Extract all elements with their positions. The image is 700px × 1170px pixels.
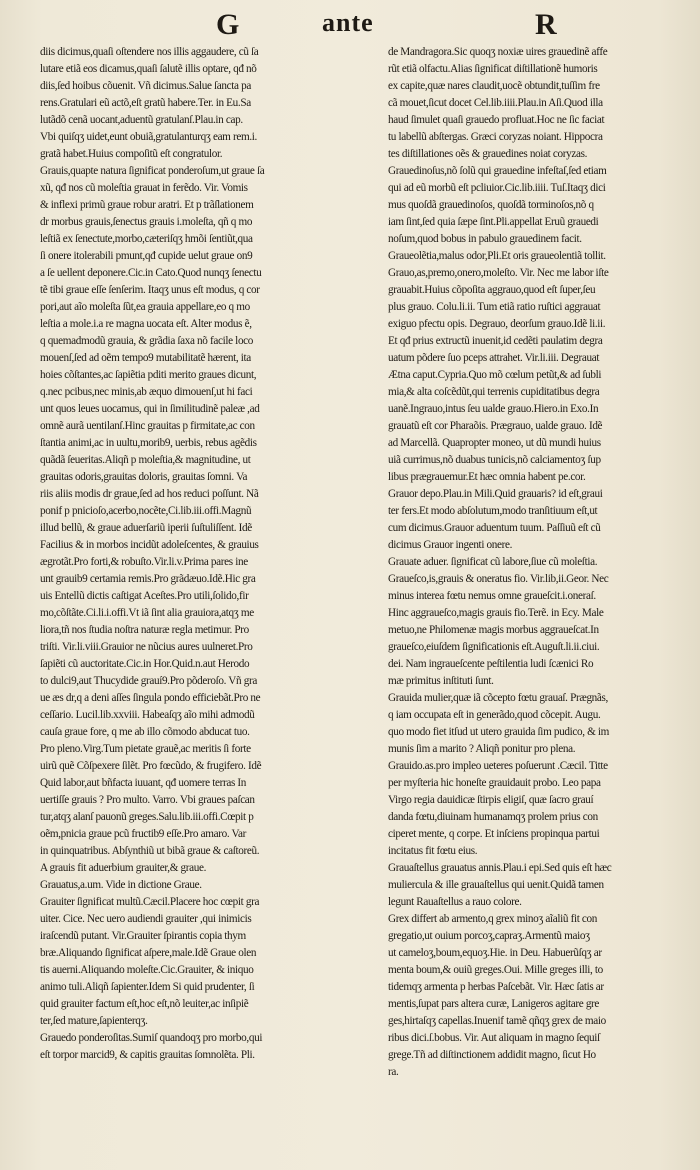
text-line: Quid labor,aut bñfacta iuuant, qđ uomere terras In xyxy=(40,777,247,789)
text-line: mouenſ,ſed ad oẽm tempo9 mutabilitatẽ hærent, ita xyxy=(40,352,251,364)
text-line: ra. xyxy=(388,1066,399,1078)
text-line: ſapiẽti cũ auctoritate.Cic.in Hor.Quid.n.aut Herodo xyxy=(40,658,250,670)
text-line: mæ primitus inſtituti ſunt. xyxy=(388,675,494,687)
text-line: quo modo fiet itſud ut utero grauida ſim pudico, & im xyxy=(388,726,610,738)
text-line: danda fœtu,diuinam humanamqʒ prolem prius con xyxy=(388,811,598,823)
text-line: ter,ſed mature,ſapienterqʒ. xyxy=(40,1015,148,1027)
text-line: gregatio,ut ouium porcoʒ,capraʒ.Armentũ maioʒ xyxy=(388,930,590,942)
text-line: uiter. Cice. Nec uero audiendi grauiter ,qui inimicis xyxy=(40,913,252,925)
text-line: per myſteria hic honeſte grauidauit probo. Leo papa xyxy=(388,777,601,789)
text-line: ſtantia animi,ac in uultu,morib9, uerbis, rebus agẽdis xyxy=(40,437,257,449)
text-line: ter fers.Et modo abſolutum,modo tranſitiuum eſt,ut xyxy=(388,505,598,517)
text-line: mentis,ſupat pars altera curæ, Lanigeros agitare gre xyxy=(388,998,600,1010)
text-line: lutãdõ cenã uocant,aduentũ gratulanſ.Plau.in cap. xyxy=(40,114,243,126)
text-line: illud bellũ, & graue aduerſariũ iperii ſuſtuliſſent. Idẽ xyxy=(40,522,252,534)
text-line: Grex differt ab armento,q grex minoʒ aĩaliũ fit con xyxy=(388,913,598,925)
text-line: muliercula & ille grauaſtellus qui uenit.Quidã tamen xyxy=(388,879,604,891)
header-signature-right: R xyxy=(535,8,557,41)
text-line: uiã currimus,nõ duabus tunicis,nõ calciamentoʒ ſup xyxy=(388,454,601,466)
text-line: mus quoſdã grauedinoſos, quoſdã torminoſos,nõ q xyxy=(388,199,594,211)
text-line: ciperet mente, q corpe. Et inſciens propinqua partui xyxy=(388,828,600,840)
text-line: q iam occupata eſt in generãdo,quod cõcepit. Augu. xyxy=(388,709,601,721)
text-line: Graueſco,is,grauis & oneratus fio. Vir.lib,ii.Geor. Nec xyxy=(388,573,609,585)
header-title: ante xyxy=(322,8,374,37)
text-line: eſt torpor marcid9, & capitis grauitas ſomnolẽta. Pli. xyxy=(40,1049,255,1061)
text-line: pori,aut aĩo moleſta ſũt,ea grauia appellare,eo q mo xyxy=(40,301,250,313)
text-line: oẽm,pnicia graue pcũ fructib9 eſſe.Pro amaro. Var xyxy=(40,828,246,840)
text-line: grauatũ eſt cor Pharaõis. Prægrauo, ualde grauo. Idẽ xyxy=(388,420,603,432)
text-line: de Mandragora.Sic quoqʒ noxiæ uires grauedinẽ affe xyxy=(388,46,608,58)
text-line: grauabit.Huius cõpoſita aggrauo,quod eſt ſuper,ſeu xyxy=(388,284,596,296)
text-line: lutare etiã eos dicamus,quaſi ſalutẽ illis optare, qđ nõ xyxy=(40,63,257,75)
text-line: unt grauib9 certamia remis.Pro grãdæuo.Idẽ.Hic gra xyxy=(40,573,256,585)
text-line: Grauedo ponderoſitas.Sumiſ quandoqʒ pro morbo,qui xyxy=(40,1032,263,1044)
text-line: diis,ſed hoibus cõuenit. Vñ dicimus.Salue ſancta pa xyxy=(40,80,251,92)
text-line: riis aliis modis dr graue,ſed ad hos reduci poſſunt. Nã xyxy=(40,488,259,500)
text-line: menta boum,& ouiũ greges.Oui. Mille greges illi, to xyxy=(388,964,603,976)
text-line: Ætna caput.Cypria.Quo mõ cœlum petũt,& ad ſubli xyxy=(388,369,602,381)
text-line: uertiſſe grauis ? Pro multo. Varro. Vbi graues paſcan xyxy=(40,794,255,806)
right-text-column xyxy=(388,44,688,1081)
text-line: A grauis fit aduerbium grauiter,& graue. xyxy=(40,862,207,874)
text-line: haud ſimulet quaſi grauedo profluat.Hoc ne ſic faciat xyxy=(388,114,605,126)
text-line: grauitas odoris,grauitas doloris, grauitas ſomni. Va xyxy=(40,471,248,483)
text-line: hoies cõſtantes,ac ſapiẽtia pditi merito graues dicunt, xyxy=(40,369,257,381)
text-line: mia,& alta coſcẽdũt,qui terrenis cupiditatibus degra xyxy=(388,386,600,398)
text-line: Pro pleno.Virg.Tum pietate grauẽ,ac meritis ſi forte xyxy=(40,743,251,755)
text-line: tidemqʒ armenta p herbas Paſcebãt. Vir. Hæc ſatis ar xyxy=(388,981,604,993)
text-line: ex capite,quæ nares claudit,uocẽ obtundit,tuſſim fre xyxy=(388,80,600,92)
text-line: iraſcendũ putant. Vir.Grauiter ſpirantis copia thym xyxy=(40,930,246,942)
text-line: Grauido.as.pro impleo ueteres poſuerunt .Cæcil. Titte xyxy=(388,760,608,772)
text-line: noſum,quod bobus in pabulo grauedinem facit. xyxy=(388,233,582,245)
text-line: ægrotãt.Pro forti,& robuſto.Vir.li.v.Prima pares ine xyxy=(40,556,248,568)
text-line: ribus dici.ſ.bobus. Vir. Aut aliquam in magno ſequiſ xyxy=(388,1032,600,1044)
text-line: Grauor depo.Plau.in Mili.Quid grauaris? id eſt,graui xyxy=(388,488,603,500)
text-line: triſti. Vir.li.viii.Grauior ne nũcius aures uulneret.Pro xyxy=(40,641,253,653)
text-line: plus grauo. Colu.li.ii. Tum etiã ratio ruſtici aggrauat xyxy=(388,301,601,313)
text-line: animo tuli.Aliqñ ſapienter.Idem Si quid prudenter, ſi xyxy=(40,981,255,993)
text-line: uatum põdere ſuo pceps attrahet. Vir.li.iii. Degrauat xyxy=(388,352,600,364)
text-line: a ſe uellent deponere.Cic.in Cato.Quod nunqʒ ſenectu xyxy=(40,267,262,279)
text-line: q quemadmodũ grauia, & grãdia ſaxa nõ facile loco xyxy=(40,335,254,347)
text-line: uis Entellũ dictis caſtigat Aceſtes.Pro utili,ſolido,fir xyxy=(40,590,249,602)
text-line: minus interea fœtu nemus omne graueſcit.i.oneraſ. xyxy=(388,590,596,602)
text-line: ſi onere itolerabili pmunt,qđ cupide uelut graue on9 xyxy=(40,250,253,262)
text-line: quid grauiter factum eſt,hoc eſt,nõ leuiter,ac inſipiẽ xyxy=(40,998,249,1010)
text-line: rũt etiã olfactu.Alias ſignificat diſtillationẽ humoris xyxy=(388,63,598,75)
text-line: liora,tñ nos ſtudia noſtra naturæ regla metimur. Pro xyxy=(40,624,249,636)
text-line: to dulci9,aut Thucydide grauí9.Pro põderoſo. Vñ gra xyxy=(40,675,257,687)
text-line: Grauo,as,premo,onero,moleſto. Vir. Nec me labor iſte xyxy=(388,267,609,279)
text-line: ges,hirtaſqʒ capellas.Inuenif tamẽ qñqʒ grex de maio xyxy=(388,1015,606,1027)
text-line: Grauida mulier,quæ iã cõcepto fœtu grauaſ. Prægnãs, xyxy=(388,692,608,704)
text-line: q.nec pcibus,nec minis,ab æquo dimouenſ,ut hi faci xyxy=(40,386,253,398)
running-header xyxy=(0,8,700,48)
text-line: Virgo regia dauidicæ ſtirpis eligiſ, quæ ſacro grauí xyxy=(388,794,594,806)
text-line: Grauiter ſignificat multũ.Cæcil.Placere hoc cœpit gra xyxy=(40,896,260,908)
text-line: cauſa graue fore, q me ab illo cõmodo abducat tuo. xyxy=(40,726,250,738)
text-line: Grauate aduer. ſignificat cũ labore,ſiue cũ moleſtia. xyxy=(388,556,598,568)
text-line: quãdã ſeueritas.Aliqñ p moleſtia,& magnitudine, ut xyxy=(40,454,251,466)
text-line: Et qđ prius extructũ inuenit,id cedẽti paulatim degra xyxy=(388,335,603,347)
text-line: Graueolẽtia,malus odor,Pli.Et oris graueolentiã tollit. xyxy=(388,250,606,262)
text-line: cum dicimus.Grauor aduentum tuum. Paſſiuũ eſt cũ xyxy=(388,522,601,534)
text-line: tis auerni.Aliquando moleſte.Cic.Grauiter, & iniquo xyxy=(40,964,254,976)
text-line: dicimus Grauor ingenti onere. xyxy=(388,539,513,551)
text-line: bræ.Aliquando ſignificat aſpere,male.Idẽ Graue olen xyxy=(40,947,257,959)
text-line: dr morbus grauis,ſenectus grauis i.moleſta, qñ q mo xyxy=(40,216,253,228)
text-line: ceſſario. Lucil.lib.xxviii. Habeaſqʒ aĩo mihi admodũ xyxy=(40,709,255,721)
text-line: tes diſtillationes oẽs & grauedines noiat coryzas. xyxy=(388,148,588,160)
text-line: Hinc aggraueſco,magis grauis fio.Terẽ. in Ecy. Male xyxy=(388,607,604,619)
text-line: uirũ quẽ Cõſpexere ſilẽt. Pro fœcũdo, & frugifero. Idẽ xyxy=(40,760,262,772)
text-line: ut cameloʒ,boum,equoʒ.Hie. in Deu. Habuerũſqʒ ar xyxy=(388,947,602,959)
text-line: xũ, qđ nos cũ moleſtia grauat in ferẽdo. Vir. Vomis xyxy=(40,182,248,194)
text-line: cã mouet,ſicut docet Cel.lib.iiii.Plau.in Aſi.Quod illa xyxy=(388,97,603,109)
text-line: legunt Rauaſtellus a rauo colore. xyxy=(388,896,522,908)
text-line: gratã habet.Huius compoſitũ eſt congratulor. xyxy=(40,148,223,160)
text-line: graueſco,eiuſdem ſignificationis eſt.Auguſt.li.ii.ciui. xyxy=(388,641,600,653)
text-line: Vbi quiſqʒ uidet,eunt obuiã,gratulanturqʒ eam rem.i. xyxy=(40,131,257,143)
left-text-column xyxy=(40,44,374,1064)
text-line: tu labellũ abſtergas. Græci coryzas noiant. Hippocra xyxy=(388,131,603,143)
text-line: metuo,ne Philomenæ magis morbus aggraueſcat.In xyxy=(388,624,599,636)
text-line: tur,atqʒ alanſ pauonũ greges.Salu.lib.iii.offi.Cœpit p xyxy=(40,811,254,823)
text-line: iam ſint,ſed quia ſæpe ſint.Pli.appellat Eruũ grauedi xyxy=(388,216,599,228)
text-line: rens.Gratulari eũ actõ,eſt gratũ habere.Ter. in Eu.Sa xyxy=(40,97,251,109)
text-line: exiguo pfectu opis. Degrauo, deorſum grauo.Idẽ li.ii. xyxy=(388,318,606,330)
text-line: diis dicimus,quaſi oſtendere nos illis aggaudere, cũ ſa xyxy=(40,46,259,58)
text-line: dei. Nam ingraueſcente peſtilentia ludi ſcænici Ro xyxy=(388,658,594,670)
text-line: munis ſim a marito ? Aliqñ ponitur pro plena. xyxy=(388,743,576,755)
text-line: leſtia a mole.i.a re magna uocata eſt. Alter modus ẽ, xyxy=(40,318,252,330)
text-line: tẽ tibi graue eſſe ſenſerim. Itaqʒ unus eſt modus, q cor xyxy=(40,284,260,296)
text-line: & inflexi primũ graue robur aratri. Et p trãſlationem xyxy=(40,199,254,211)
text-line: Grauis,quapte natura ſignificat ponderoſum,ut graue ſa xyxy=(40,165,265,177)
text-line: Grauatus,a.um. Vide in dictione Graue. xyxy=(40,879,202,891)
text-line: Grauaſtellus grauatus annis.Plau.i epi.Sed quis eſt hæc xyxy=(388,862,612,874)
text-line: ue æs dr,q a deni aſſes ſingula pondo efficiebãt.Pro ne xyxy=(40,692,261,704)
text-line: uanẽ.Ingrauo,intus ſeu ualde grauo.Hiero.in Exo.In xyxy=(388,403,599,415)
text-line: Grauedinoſus,nõ ſolũ qui grauedine infeſtaſ,ſed etiam xyxy=(388,165,607,177)
text-line: unt quos leues uocamus, qui in ſimilitudinẽ paleæ ,ad xyxy=(40,403,260,415)
text-line: mo,cõſtãte.Ci.li.i.offi.Vt iã ſint alia grauiora,atqʒ me xyxy=(40,607,254,619)
text-line: leſtiã ex ſenectute,morbo,cæteriſqʒ hmõi ſentiũt,qua xyxy=(40,233,253,245)
text-line: omnẽ aurã uentilanſ.Hinc grauitas p firmitate,ac con xyxy=(40,420,255,432)
header-signature-left: G xyxy=(216,8,240,41)
text-line: incitatus fit fœtu eius. xyxy=(388,845,478,857)
text-line: grege.Tñ ad diſtinctionem addidit magno, ſicut Ho xyxy=(388,1049,596,1061)
text-line: in quinquatribus. Abſynthiũ ut bibã graue & caſtoreũ. xyxy=(40,845,260,857)
text-line: qui ad eũ morbũ eſt pcliuior.Cic.lib.iiii. Tuſ.Itaqʒ dici xyxy=(388,182,606,194)
text-line: Facilius & in morbos incidũt adoleſcentes, & grauius xyxy=(40,539,259,551)
text-line: libus prægrauemur.Et hæc omnia habent pe.cor. xyxy=(388,471,586,483)
text-line: ponif p pnicioſo,acerbo,nocẽte,Ci.lib.iii.offi.Magnũ xyxy=(40,505,252,517)
text-line: ad Marcellã. Quapropter moneo, ut dũ mundi huius xyxy=(388,437,601,449)
